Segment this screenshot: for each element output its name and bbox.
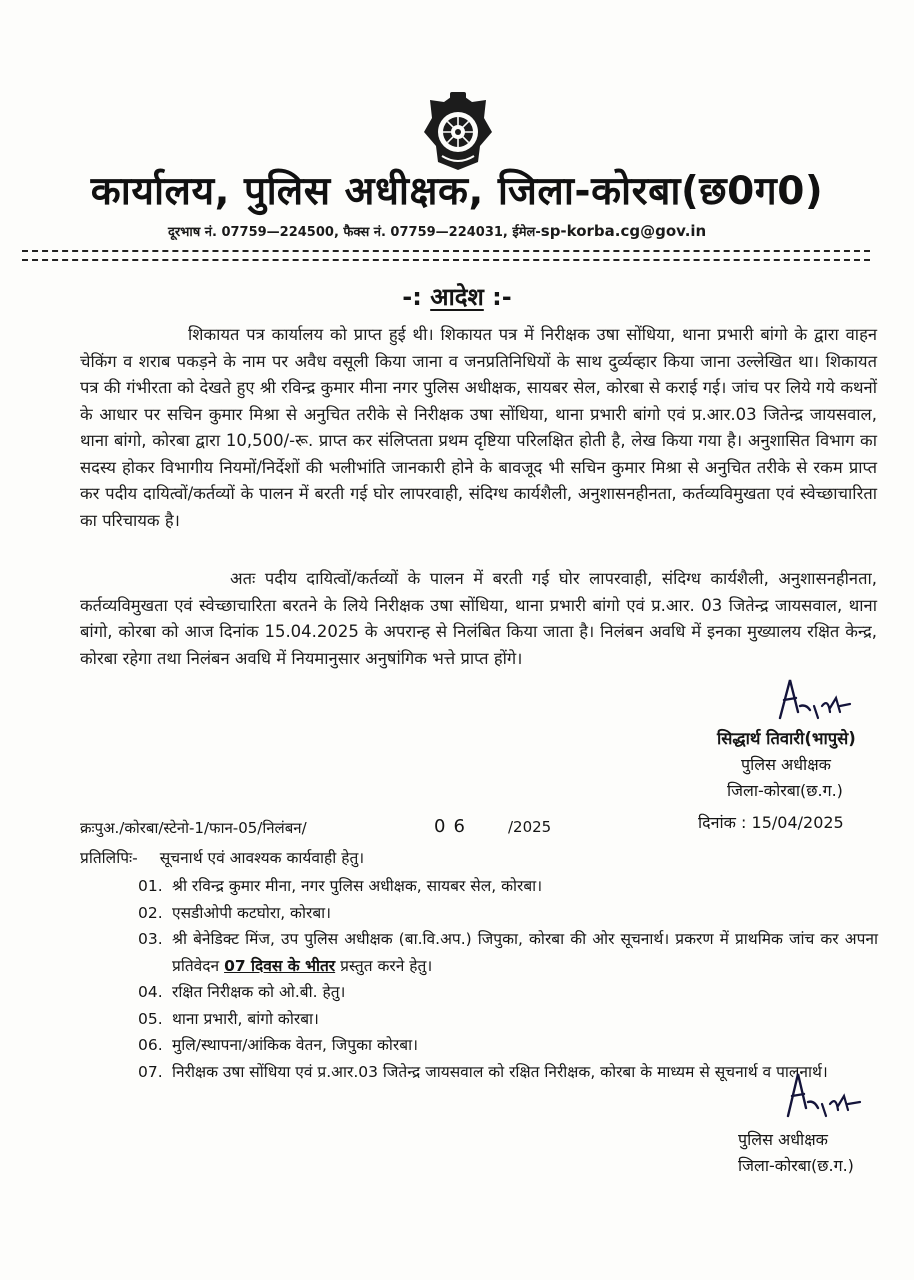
list-item — [138, 926, 878, 979]
list-item-text: श्री बेनेडिक्ट मिंज, उप पुलिस अधीक्षक (बा.वि.अप.) जिपुका, कोरबा की ओर सूचनार्थ। प्रकरण में प्राथमिक जांच कर अपना प्रतिवेदन — [172, 930, 878, 975]
footer-signatory-block — [738, 1127, 854, 1179]
order-date: दिनांक : 15/04/2025 — [698, 813, 844, 832]
handwritten-signature-icon — [770, 676, 860, 726]
footer-signatory-designation: पुलिस अधीक्षक — [738, 1130, 828, 1149]
copy-to-list — [138, 873, 878, 1085]
footer-signatory-district: जिला-कोरबा(छ.ग.) — [738, 1156, 854, 1175]
list-item — [138, 979, 878, 1006]
heading-word: आदेश — [430, 283, 484, 311]
copy-to-purpose: सूचनार्थ एवं आवश्यक कार्यवाही हेतु। — [159, 849, 365, 867]
list-item-text: एसडीओपी कटघोरा, कोरबा। — [172, 903, 332, 922]
list-item-number: 05. — [138, 1009, 163, 1028]
list-item — [138, 1059, 878, 1086]
reference-year: /2025 — [508, 818, 552, 836]
list-item-number: 06. — [138, 1036, 163, 1054]
list-item-text: रक्षित निरीक्षक को ओ.बी. हेतु। — [172, 983, 346, 1001]
contact-email[interactable]: sp-korba.cg@gov.in — [540, 222, 707, 240]
police-emblem-icon — [420, 90, 496, 172]
list-item-text: श्री रविन्द्र कुमार मीना, नगर पुलिस अधीक्षक, सायबर सेल, कोरबा। — [172, 877, 543, 895]
deadline-emphasis: 07 दिवस के भीतर — [224, 956, 336, 975]
order-heading — [0, 280, 914, 313]
list-item-number: 07. — [138, 1062, 163, 1081]
list-item — [138, 1006, 878, 1033]
copy-to-label: प्रतिलिपिः- — [80, 849, 138, 867]
list-item-number: 01. — [138, 877, 163, 895]
heading-suffix: :- — [492, 283, 512, 311]
list-item-number: 04. — [138, 983, 163, 1001]
reference-prefix: क्रःपुअ./कोरबा/स्टेनो-1/फान-05/निलंबन/ — [80, 819, 307, 837]
list-item-text: थाना प्रभारी, बांगो कोरबा। — [172, 1009, 319, 1028]
signatory-name: सिद्धार्थ तिवारी(भापुसे) — [717, 729, 856, 748]
list-item-number: 02. — [138, 903, 163, 922]
list-item-number: 03. — [138, 930, 163, 948]
reference-number: 06 — [434, 816, 473, 837]
signatory-district: जिला-कोरबा(छ.ग.) — [727, 781, 843, 800]
heading-prefix: -: — [402, 283, 422, 311]
list-item-text: निरीक्षक उषा सोंधिया एवं प्र.आर.03 जितेन्द्र जायसवाल को रक्षित निरीक्षक, कोरबा के माध्यम से सूचनार्थ व पालनार्थ। — [172, 1062, 828, 1081]
header-divider-top — [22, 250, 870, 252]
list-item — [138, 873, 878, 900]
order-paragraph-2: अतः पदीय दायित्वों/कर्तव्यों के पालन में बरती गई घोर लापरवाही, संदिग्ध कार्यशैली, अनुशासनहीनता, कर्तव्यविमुखता एवं स्वेच्छाचारिता बरतने के लिये निरीक्षक उषा सोंधिया, थाना प्रभारी बांगो एवं प्र.आर. 03 जितेन्द्र जायसवाल, थाना बांगो, कोरबा को आज दिनांक 15.04.2025 के अपरान्ह से निलंबित किया जाता है। निलंबन अवधि में इनका मुख्यालय रक्षित केन्द्र, कोरबा रहेगा तथा निलंबन अवधि में नियमानुसार अनुषांगिक भत्ते प्राप्त होंगे। — [80, 569, 877, 668]
office-title: कार्यालय, पुलिस अधीक्षक, जिला-कोरबा(छ0ग0) — [90, 169, 824, 214]
order-paragraph-1: शिकायत पत्र कार्यालय को प्राप्त हुई थी। शिकायत पत्र में निरीक्षक उषा सोंधिया, थाना प्रभारी बांगो के द्वारा वाहन चेकिंग व शराब पकड़ने के नाम पर अवैध वसूली किया जाना व जनप्रतिनिधियों के साथ दुर्व्यव्हार किया जाना उल्लेखित था। शिकायत पत्र की गंभीरता को देखते हुए श्री रविन्द्र कुमार मीना नगर पुलिस अधीक्षक, सायबर सेल, कोरबा से कराई गई। जांच पर लिये गये कथनों के आधार पर सचिन कुमार मिश्रा से अनुचित तरीके से निरीक्षक उषा सोंधिया, थाना प्रभारी बांगो एवं प्र.आर.03 जितेन्द्र जायसवाल, थाना बांगो, कोरबा द्वारा 10,500/-रू. प्राप्त कर संलिप्तता प्रथम दृष्टिया परिलक्षित होती है, लेख किया गया है। अनुशासित विभाग का सदस्य होकर विभागीय नियमों/निर्देशों की भलीभांति जानकारी होने के बावजूद भी सचिन कुमार मिश्रा से अनुचित तरीके से रकम प्राप्त कर पदीय दायित्वों/कर्तव्यों के पालन में बरती गई घोर लापरवाही, संदिग्ध कार्यशैली, अनुशासनहीनता, कर्तव्यविमुखता एवं स्वेच्छाचारिता का परिचायक है। — [80, 325, 877, 530]
signatory-block — [717, 726, 856, 804]
header-divider-bottom — [22, 259, 870, 261]
handwritten-signature-icon — [780, 1068, 870, 1124]
contact-phone-fax: दूरभाष नं. 07759—224500, फैक्स नं. 07759—224031, ईमेल- — [168, 225, 541, 240]
list-item — [138, 900, 878, 927]
contact-line — [168, 222, 706, 240]
list-item — [138, 1032, 878, 1059]
copy-to-heading — [80, 846, 364, 868]
signatory-designation: पुलिस अधीक्षक — [741, 755, 831, 774]
list-item-text-end: प्रस्तुत करने हेतु। — [335, 956, 433, 975]
list-item-text: मुलि/स्थापना/आंकिक वेतन, जिपुका कोरबा। — [172, 1036, 418, 1054]
